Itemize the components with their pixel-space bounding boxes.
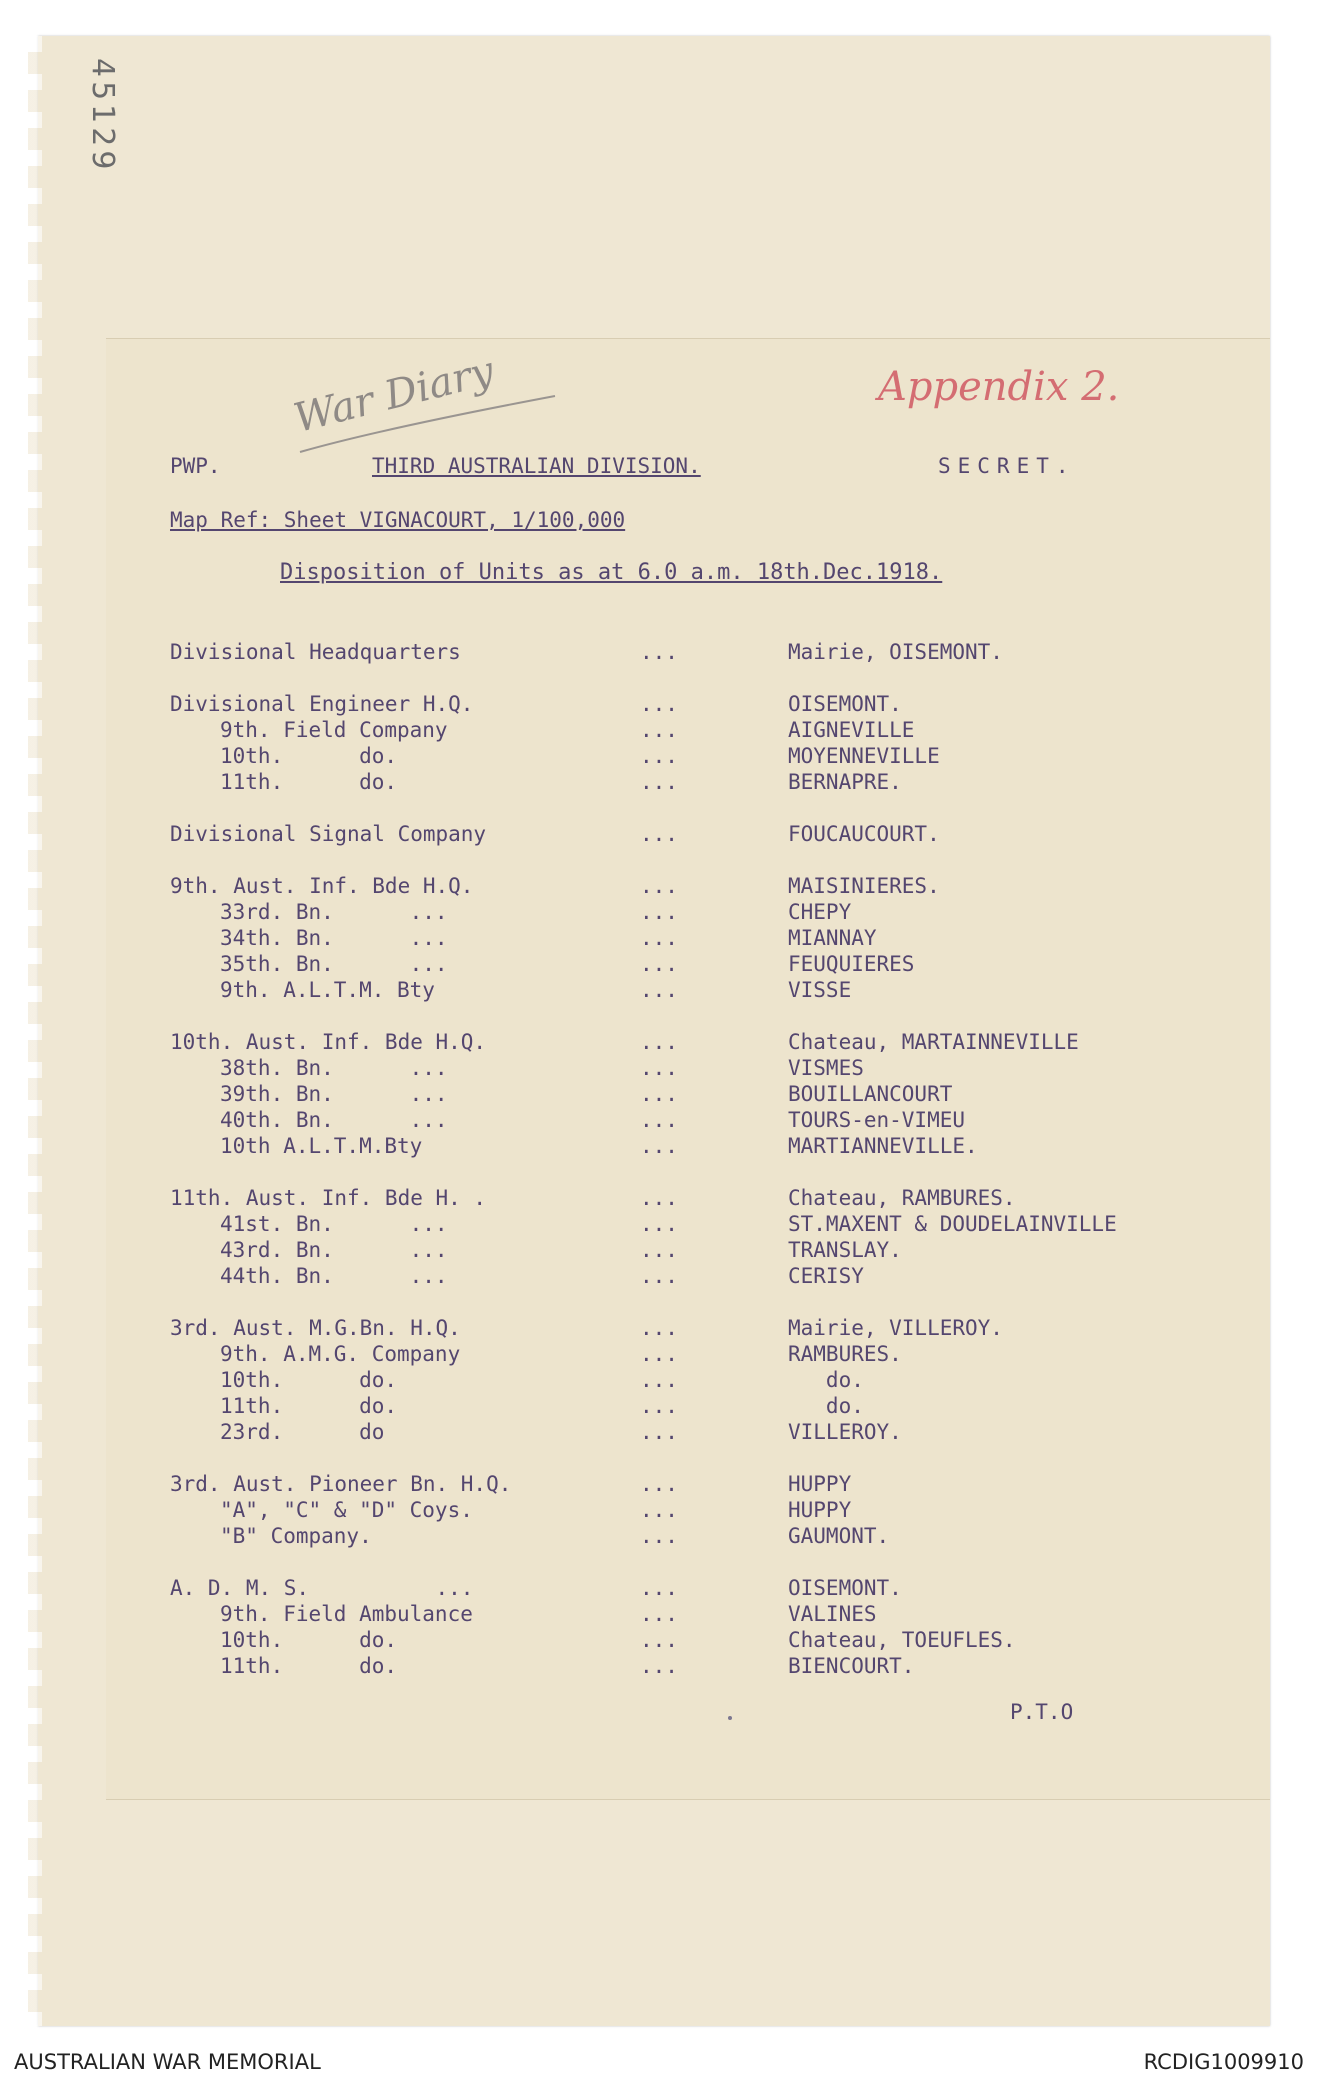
table-row	[0, 1238, 1318, 1264]
unit-name: 33rd. Bn. ...	[220, 900, 448, 924]
unit-location: Mairie, VILLEROY.	[788, 1316, 1003, 1340]
unit-name: 44th. Bn. ...	[220, 1264, 448, 1288]
unit-name: 10th. do.	[220, 1628, 398, 1652]
unit-group	[0, 874, 1318, 1004]
leader-dots: ...	[640, 1368, 678, 1392]
unit-name: 34th. Bn. ...	[220, 926, 448, 950]
document-title: THIRD AUSTRALIAN DIVISION.	[372, 454, 701, 478]
leader-dots: ...	[640, 1082, 678, 1106]
disposition-table	[0, 640, 1318, 1706]
unit-name: 9th. A.M.G. Company	[220, 1342, 461, 1366]
unit-location: HUPPY	[788, 1472, 852, 1496]
unit-location: FEUQUIERES	[788, 952, 915, 976]
ink-dot	[728, 1716, 732, 1720]
unit-location: CHEPY	[788, 900, 852, 924]
table-row	[0, 1186, 1318, 1212]
unit-location: ST.MAXENT & DOUDELAINVILLE	[788, 1212, 1117, 1236]
unit-group	[0, 822, 1318, 848]
unit-name: A. D. M. S. ...	[170, 1576, 474, 1600]
leader-dots: ...	[640, 744, 678, 768]
header-reference: PWP.	[170, 454, 221, 478]
unit-location: Chateau, TOEUFLES.	[788, 1628, 1016, 1652]
table-row	[0, 1030, 1318, 1056]
unit-location: Mairie, OISEMONT.	[788, 640, 1003, 664]
unit-name: 23rd. do	[220, 1420, 385, 1444]
unit-name: 11th. do.	[220, 1654, 398, 1678]
table-row	[0, 822, 1318, 848]
table-row	[0, 770, 1318, 796]
leader-dots: ...	[640, 978, 678, 1002]
war-diary-annotation: War Diary	[289, 348, 499, 442]
unit-name: Divisional Engineer H.Q.	[170, 692, 474, 716]
unit-name: 43rd. Bn. ...	[220, 1238, 448, 1262]
unit-location: VISMES	[788, 1056, 864, 1080]
leader-dots: ...	[640, 1212, 678, 1236]
unit-name: 10th A.L.T.M.Bty	[220, 1134, 423, 1158]
leader-dots: ...	[640, 874, 678, 898]
unit-location: FOUCAUCOURT.	[788, 822, 940, 846]
unit-name: 11th. do.	[220, 770, 398, 794]
table-row	[0, 1472, 1318, 1498]
unit-name: "B" Company.	[220, 1524, 372, 1548]
unit-name: 41st. Bn. ...	[220, 1212, 448, 1236]
appendix-annotation: Appendix 2.	[878, 364, 1120, 410]
table-row	[0, 952, 1318, 978]
unit-name: Divisional Headquarters	[170, 640, 461, 664]
unit-name: 38th. Bn. ...	[220, 1056, 448, 1080]
unit-location: TRANSLAY.	[788, 1238, 902, 1262]
leader-dots: ...	[640, 1524, 678, 1548]
table-row	[0, 1108, 1318, 1134]
leader-dots: ...	[640, 1576, 678, 1600]
leader-dots: ...	[640, 1264, 678, 1288]
classification-label: SECRET.	[938, 454, 1076, 478]
leader-dots: ...	[640, 1472, 678, 1496]
table-row	[0, 1498, 1318, 1524]
unit-group	[0, 1576, 1318, 1680]
leader-dots: ...	[640, 952, 678, 976]
unit-location: BIENCOURT.	[788, 1654, 915, 1678]
table-row	[0, 1056, 1318, 1082]
leader-dots: ...	[640, 822, 678, 846]
table-row	[0, 1420, 1318, 1446]
table-row	[0, 1264, 1318, 1290]
unit-location: VALINES	[788, 1602, 877, 1626]
leader-dots: ...	[640, 1186, 678, 1210]
unit-group	[0, 640, 1318, 666]
unit-location: VILLEROY.	[788, 1420, 902, 1444]
unit-location: OISEMONT.	[788, 692, 902, 716]
table-row	[0, 640, 1318, 666]
leader-dots: ...	[640, 770, 678, 794]
unit-name: 10th. do.	[220, 744, 398, 768]
unit-location: do.	[788, 1368, 864, 1392]
leader-dots: ...	[640, 1654, 678, 1678]
unit-name: 9th. A.L.T.M. Bty	[220, 978, 435, 1002]
unit-location: Chateau, MARTAINNEVILLE	[788, 1030, 1079, 1054]
unit-name: 11th. do.	[220, 1394, 398, 1418]
table-row	[0, 900, 1318, 926]
unit-location: VISSE	[788, 978, 852, 1002]
leader-dots: ...	[640, 1394, 678, 1418]
table-row	[0, 1654, 1318, 1680]
unit-location: MAISINIERES.	[788, 874, 940, 898]
table-row	[0, 1628, 1318, 1654]
table-row	[0, 1134, 1318, 1160]
unit-group	[0, 1472, 1318, 1550]
table-row	[0, 1576, 1318, 1602]
unit-location: MARTIANNEVILLE.	[788, 1134, 978, 1158]
table-row	[0, 1082, 1318, 1108]
table-row	[0, 1394, 1318, 1420]
table-row	[0, 926, 1318, 952]
table-row	[0, 1316, 1318, 1342]
table-row	[0, 718, 1318, 744]
unit-name: 11th. Aust. Inf. Bde H. .	[170, 1186, 487, 1210]
leader-dots: ...	[640, 718, 678, 742]
unit-name: 39th. Bn. ...	[220, 1082, 448, 1106]
unit-location: RAMBURES.	[788, 1342, 902, 1366]
unit-location: OISEMONT.	[788, 1576, 902, 1600]
unit-name: 10th. Aust. Inf. Bde H.Q.	[170, 1030, 487, 1054]
war-diary-swash	[290, 392, 560, 462]
unit-location: MIANNAY	[788, 926, 877, 950]
unit-location: MOYENNEVILLE	[788, 744, 940, 768]
unit-name: 9th. Aust. Inf. Bde H.Q.	[170, 874, 474, 898]
leader-dots: ...	[640, 1056, 678, 1080]
table-row	[0, 1212, 1318, 1238]
table-row	[0, 1368, 1318, 1394]
table-row	[0, 1602, 1318, 1628]
leader-dots: ...	[640, 1108, 678, 1132]
leader-dots: ...	[640, 1342, 678, 1366]
unit-group	[0, 692, 1318, 796]
page-turn-note: P.T.O	[1010, 1700, 1074, 1724]
table-row	[0, 1342, 1318, 1368]
leader-dots: ...	[640, 900, 678, 924]
unit-name: 3rd. Aust. M.G.Bn. H.Q.	[170, 1316, 461, 1340]
unit-name: 3rd. Aust. Pioneer Bn. H.Q.	[170, 1472, 512, 1496]
unit-group	[0, 1316, 1318, 1446]
unit-location: HUPPY	[788, 1498, 852, 1522]
table-row	[0, 744, 1318, 770]
leader-dots: ...	[640, 1602, 678, 1626]
unit-location: do.	[788, 1394, 864, 1418]
unit-name: 35th. Bn. ...	[220, 952, 448, 976]
unit-location: TOURS-en-VIMEU	[788, 1108, 966, 1132]
leader-dots: ...	[640, 1030, 678, 1054]
leader-dots: ...	[640, 1316, 678, 1340]
unit-location: CERISY	[788, 1264, 864, 1288]
leader-dots: ...	[640, 640, 678, 664]
unit-name: 9th. Field Company	[220, 718, 448, 742]
unit-group	[0, 1030, 1318, 1160]
leader-dots: ...	[640, 1628, 678, 1652]
folio-number: 45129	[85, 58, 120, 174]
unit-name: Divisional Signal Company	[170, 822, 487, 846]
leader-dots: ...	[640, 692, 678, 716]
table-row	[0, 1524, 1318, 1550]
table-row	[0, 874, 1318, 900]
table-row	[0, 978, 1318, 1004]
leader-dots: ...	[640, 1420, 678, 1444]
leader-dots: ...	[640, 1498, 678, 1522]
map-reference: Map Ref: Sheet VIGNACOURT, 1/100,000	[170, 508, 626, 532]
unit-name: 40th. Bn. ...	[220, 1108, 448, 1132]
unit-group	[0, 1186, 1318, 1290]
leader-dots: ...	[640, 926, 678, 950]
unit-location: GAUMONT.	[788, 1524, 890, 1548]
unit-name: "A", "C" & "D" Coys.	[220, 1498, 473, 1522]
disposition-heading: Disposition of Units as at 6.0 a.m. 18th.Dec.1918.	[280, 560, 943, 585]
footer-record-id: RCDIG1009910	[1143, 2050, 1304, 2074]
unit-location: BOUILLANCOURT	[788, 1082, 953, 1106]
unit-name: 10th. do.	[220, 1368, 398, 1392]
table-row	[0, 692, 1318, 718]
unit-name: 9th. Field Ambulance	[220, 1602, 473, 1626]
unit-location: BERNAPRE.	[788, 770, 902, 794]
leader-dots: ...	[640, 1238, 678, 1262]
footer-institution: AUSTRALIAN WAR MEMORIAL	[14, 2050, 321, 2074]
unit-location: Chateau, RAMBURES.	[788, 1186, 1016, 1210]
leader-dots: ...	[640, 1134, 678, 1158]
unit-location: AIGNEVILLE	[788, 718, 915, 742]
